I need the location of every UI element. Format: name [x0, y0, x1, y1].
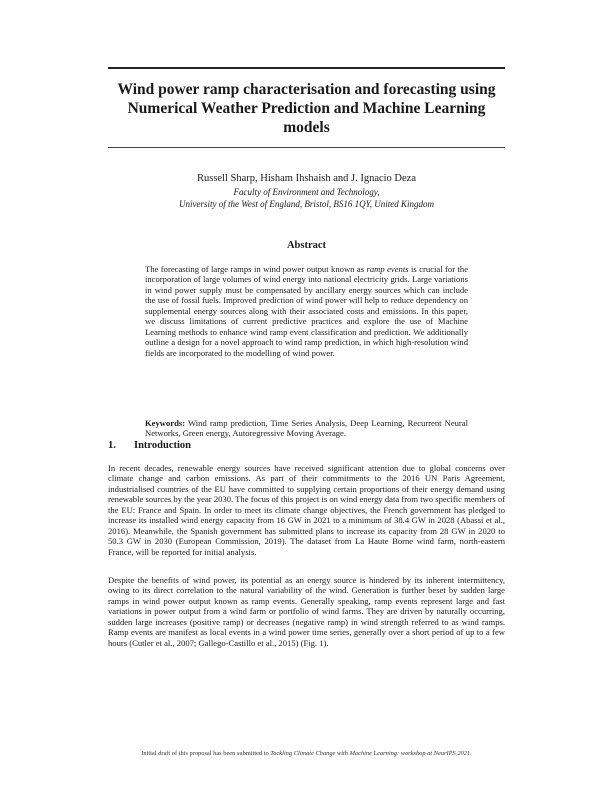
abstract-heading: Abstract — [286, 240, 327, 251]
abstract-italic-term: ramp events — [366, 264, 409, 274]
intro-paragraph-1: In recent decades, renewable energy sources have received significant attention due to global concerns over climate change and carbon emissions. As part of their commitments to the 2016 UN Paris Agreement, industrialised countries of the EU have committed to supplying certain proportions of their energy demand using renewable sources by the year 2030. The focus of this project is on wind energy data from two specific members of the EU: France and Spain. In order to meet its climate change objectives, the French government has pledged to increase its installed wind energy capacity from 16 GW in 2021 to a minimum of 38.4 GW in 2028 (Abassi et al., 2016). Meanwhile, the Spanish government has submitted plans to increase its capacity from 28 GW in 2020 to 50.3 GW in 2030 (European Commission, 2019). The dataset from La Haute Borne wind farm, north-eastern France, will be reported for initial analysis. — [108, 463, 505, 557]
section-number: 1. — [108, 440, 116, 451]
paper-title: Wind power ramp characterisation and forecasting using Numerical Weather Prediction and Machine Learning models — [117, 81, 496, 136]
footer-venue: Tackling Climate Change with Machine Learning: workshop at NeurIPS 2021. — [270, 750, 472, 757]
footer-note — [108, 750, 505, 757]
affiliation-university: University of the West of England, Bristol, BS16 1QY, United Kingdom — [178, 199, 435, 209]
affiliation-faculty: Faculty of Environment and Technology, — [233, 187, 380, 197]
footer-text: Initial draft of this proposal has been submitted to — [141, 750, 271, 757]
intro-paragraph-2: Despite the benefits of wind power, its potential as an energy source is hindered by its inherent intermittency, owing to its direct correlation to the natural variability of the wind. Generation is further beset by sudden large ramps in wind power output known as ramp events. Generally speaking, ramp events represent large and fast variations in power output from a wind farm or portfolio of wind farms. They are driven by naturally occurring, sudden large increases (positive ramp) or decreases (negative ramp) in wind strength referred to as wind ramps. Ramp events are manifest as local events in a wind power time series, generally over a short period of up to a few hours (Cutler et al., 2007; Gallego-Castillo et al., 2015) (Fig. 1). — [108, 575, 505, 648]
keywords-label: Keywords: — [145, 418, 186, 428]
abstract-body — [145, 264, 468, 358]
section-title: Introduction — [134, 440, 191, 451]
abstract-text-start: The forecasting of large ramps in wind power output known as — [145, 264, 367, 274]
keywords-list: Wind ramp prediction, Time Series Analysis, Deep Learning, Recurrent Neural Networks, Green energy, Autoregressive Moving Average. — [145, 418, 468, 439]
author-list: Russell Sharp, Hisham Ihshaish and J. Ignacio Deza — [197, 173, 416, 184]
title-rule-top — [108, 67, 505, 69]
abstract-text-rest: is crucial for the incorporation of large volumes of wind energy into national electricity grids. Large variations in wind power supply must be compensated by ancillary energy sources which can include the use of fossil fuels. Improved prediction of wind power will help to reduce dependency on supplemental energy sources along with their associated costs and emissions. In this paper, we discuss limitations of current predictive practices and explore the use of Machine Learning methods to enhance wind ramp event classification and prediction. We additionally outline a design for a novel approach to wind ramp prediction, in which high-resolution wind fields are incorporated to the modelling of wind power. — [145, 264, 469, 358]
title-rule-bottom — [108, 147, 505, 148]
section-heading-introduction — [108, 440, 191, 451]
keywords — [145, 418, 468, 439]
